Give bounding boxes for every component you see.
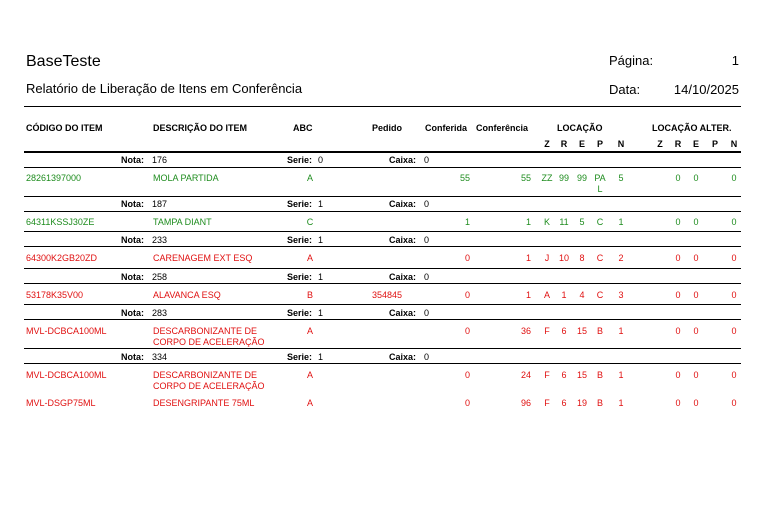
item-alt-r: 0 <box>675 173 681 183</box>
loc-sub-n: N <box>617 139 625 149</box>
caixa-label: Caixa: <box>388 199 416 209</box>
item-conferencia: 55 <box>520 173 531 183</box>
row-divider <box>24 231 741 232</box>
nota-value: 283 <box>152 308 168 318</box>
page-number: 1 <box>731 53 739 68</box>
item-alt-e: 0 <box>693 398 699 408</box>
item-loc-p: B <box>596 326 603 336</box>
item-abc: A <box>306 173 313 183</box>
caixa-value: 0 <box>424 272 430 282</box>
nota-label: Nota: <box>121 352 144 362</box>
report-date: 14/10/2025 <box>673 82 739 97</box>
nota-label: Nota: <box>121 272 144 282</box>
item-loc-r: 99 <box>558 173 569 183</box>
item-alt-n: 0 <box>731 326 737 336</box>
nota-value: 187 <box>152 199 168 209</box>
item-loc-z: A <box>543 290 550 300</box>
serie-label: Serie: <box>286 155 312 165</box>
row-divider <box>24 283 741 284</box>
item-alt-r: 0 <box>675 370 681 380</box>
item-abc: A <box>306 253 313 263</box>
serie-value: 0 <box>318 155 324 165</box>
nota-label: Nota: <box>121 199 144 209</box>
item-alt-r: 0 <box>675 253 681 263</box>
columns-divider <box>24 151 741 153</box>
caixa-value: 0 <box>424 155 430 165</box>
item-alt-n: 0 <box>731 217 737 227</box>
item-loc-z: K <box>543 217 550 227</box>
item-code: 64311KSSJ30ZE <box>26 217 95 227</box>
serie-value: 1 <box>318 308 324 318</box>
item-loc-r: 6 <box>561 370 567 380</box>
item-conferencia: 1 <box>525 217 531 227</box>
item-code: 53178K35V00 <box>26 290 84 300</box>
item-description: CARENAGEM EXT ESQ <box>153 253 253 263</box>
caixa-label: Caixa: <box>388 235 416 245</box>
item-loc-z: F <box>544 326 550 336</box>
serie-label: Serie: <box>286 235 312 245</box>
item-loc-e: 8 <box>579 253 585 263</box>
item-loc-e: 15 <box>576 326 587 336</box>
item-loc-p: L <box>597 184 603 194</box>
item-conferida: 0 <box>464 290 470 300</box>
col-header-description: DESCRIÇÃO DO ITEM <box>153 123 248 133</box>
item-description: MOLA PARTIDA <box>153 173 219 183</box>
item-alt-r: 0 <box>675 326 681 336</box>
item-description: TAMPA DIANT <box>153 217 212 227</box>
item-loc-p: B <box>596 398 603 408</box>
alt-sub-e: E <box>692 139 699 149</box>
nota-value: 334 <box>152 352 168 362</box>
alt-sub-r: R <box>674 139 682 149</box>
item-alt-e: 0 <box>693 326 699 336</box>
item-loc-p: B <box>596 370 603 380</box>
loc-sub-z: Z <box>544 139 550 149</box>
item-conferencia: 1 <box>525 290 531 300</box>
col-header-pedido: Pedido <box>372 123 403 133</box>
item-loc-n: 2 <box>618 253 624 263</box>
item-description: CORPO DE ACELERAÇÃO <box>153 381 265 391</box>
item-loc-z: ZZ <box>541 173 553 183</box>
serie-label: Serie: <box>286 352 312 362</box>
nota-label: Nota: <box>121 235 144 245</box>
item-code: MVL-DCBCA100ML <box>26 326 107 336</box>
item-abc: B <box>306 290 313 300</box>
item-alt-e: 0 <box>693 173 699 183</box>
item-alt-n: 0 <box>731 173 737 183</box>
item-loc-n: 1 <box>618 398 624 408</box>
loc-sub-r: R <box>560 139 568 149</box>
item-loc-n: 3 <box>618 290 624 300</box>
row-divider <box>24 196 741 197</box>
item-loc-z: F <box>544 398 550 408</box>
item-alt-e: 0 <box>693 290 699 300</box>
item-loc-n: 1 <box>618 326 624 336</box>
item-loc-r: 1 <box>561 290 567 300</box>
row-divider <box>24 348 741 349</box>
item-conferencia: 24 <box>520 370 531 380</box>
item-code: 28261397000 <box>26 173 82 183</box>
item-alt-e: 0 <box>693 253 699 263</box>
item-abc: C <box>306 217 314 227</box>
item-loc-e: 15 <box>576 370 587 380</box>
row-divider <box>24 211 741 212</box>
item-conferencia: 96 <box>520 398 531 408</box>
row-divider <box>24 246 741 247</box>
item-pedido: 354845 <box>372 290 403 300</box>
caixa-value: 0 <box>424 199 430 209</box>
item-alt-n: 0 <box>731 290 737 300</box>
header-divider <box>24 106 741 107</box>
item-loc-p: C <box>596 217 604 227</box>
item-alt-n: 0 <box>731 398 737 408</box>
item-loc-z: F <box>544 370 550 380</box>
item-loc-p: PA <box>594 173 606 183</box>
item-loc-e: 99 <box>576 173 587 183</box>
row-divider <box>24 268 741 269</box>
alt-sub-n: N <box>730 139 738 149</box>
item-alt-r: 0 <box>675 217 681 227</box>
nota-label: Nota: <box>121 155 144 165</box>
caixa-label: Caixa: <box>388 352 416 362</box>
item-loc-r: 11 <box>559 217 569 227</box>
report-title: Relatório de Liberação de Itens em Conferência <box>26 81 303 96</box>
serie-label: Serie: <box>286 272 312 282</box>
item-alt-r: 0 <box>675 398 681 408</box>
nota-value: 233 <box>152 235 168 245</box>
col-header-locacao-alter: LOCAÇÃO ALTER. <box>652 123 732 133</box>
item-abc: A <box>306 326 313 336</box>
row-divider <box>24 319 741 320</box>
nota-label: Nota: <box>121 308 144 318</box>
row-divider <box>24 304 741 305</box>
item-description: ALAVANCA ESQ <box>153 290 221 300</box>
item-conferida: 0 <box>464 398 470 408</box>
serie-value: 1 <box>318 199 324 209</box>
caixa-label: Caixa: <box>388 155 416 165</box>
serie-value: 1 <box>318 352 324 362</box>
col-header-conferida: Conferida <box>425 123 468 133</box>
item-code: MVL-DSGP75ML <box>26 398 96 408</box>
item-conferencia: 1 <box>525 253 531 263</box>
loc-sub-p: P <box>596 139 603 149</box>
serie-value: 1 <box>318 272 324 282</box>
item-alt-n: 0 <box>731 253 737 263</box>
nota-value: 176 <box>152 155 168 165</box>
item-loc-r: 10 <box>558 253 569 263</box>
item-alt-e: 0 <box>693 217 699 227</box>
item-loc-n: 5 <box>618 173 624 183</box>
item-loc-z: J <box>544 253 550 263</box>
item-loc-r: 6 <box>561 326 567 336</box>
nota-value: 258 <box>152 272 168 282</box>
date-label: Data: <box>609 82 641 97</box>
caixa-label: Caixa: <box>388 272 416 282</box>
item-alt-e: 0 <box>693 370 699 380</box>
caixa-label: Caixa: <box>388 308 416 318</box>
page-label: Página: <box>609 53 654 68</box>
item-loc-e: 5 <box>579 217 585 227</box>
item-alt-r: 0 <box>675 290 681 300</box>
item-code: 64300K2GB20ZD <box>26 253 98 263</box>
serie-value: 1 <box>318 235 324 245</box>
col-header-locacao: LOCAÇÃO <box>557 123 603 133</box>
item-loc-r: 6 <box>561 398 567 408</box>
item-description: DESENGRIPANTE 75ML <box>153 398 255 408</box>
serie-label: Serie: <box>286 199 312 209</box>
item-loc-e: 4 <box>579 290 585 300</box>
item-description: DESCARBONIZANTE DE <box>153 370 258 380</box>
caixa-value: 0 <box>424 235 430 245</box>
item-loc-e: 19 <box>576 398 587 408</box>
caixa-value: 0 <box>424 352 430 362</box>
caixa-value: 0 <box>424 308 430 318</box>
item-alt-n: 0 <box>731 370 737 380</box>
alt-sub-z: Z <box>657 139 663 149</box>
item-conferida: 0 <box>464 326 470 336</box>
item-conferida: 55 <box>459 173 470 183</box>
item-abc: A <box>306 398 313 408</box>
item-description: DESCARBONIZANTE DE <box>153 326 258 336</box>
item-conferida: 0 <box>464 253 470 263</box>
loc-sub-e: E <box>578 139 585 149</box>
col-header-conferencia: Conferência <box>476 123 529 133</box>
item-code: MVL-DCBCA100ML <box>26 370 107 380</box>
item-conferida: 0 <box>464 370 470 380</box>
item-loc-n: 1 <box>618 217 624 227</box>
serie-label: Serie: <box>286 308 312 318</box>
item-description: CORPO DE ACELERAÇÃO <box>153 337 265 347</box>
row-divider <box>24 363 741 364</box>
item-loc-p: C <box>596 253 604 263</box>
row-divider <box>24 167 741 168</box>
company-name: BaseTeste <box>26 53 101 70</box>
item-conferencia: 36 <box>520 326 531 336</box>
col-header-code: CÓDIGO DO ITEM <box>26 123 103 133</box>
alt-sub-p: P <box>711 139 718 149</box>
col-header-abc: ABC <box>293 123 313 133</box>
item-loc-p: C <box>596 290 604 300</box>
item-abc: A <box>306 370 313 380</box>
item-loc-n: 1 <box>618 370 624 380</box>
item-conferida: 1 <box>464 217 470 227</box>
